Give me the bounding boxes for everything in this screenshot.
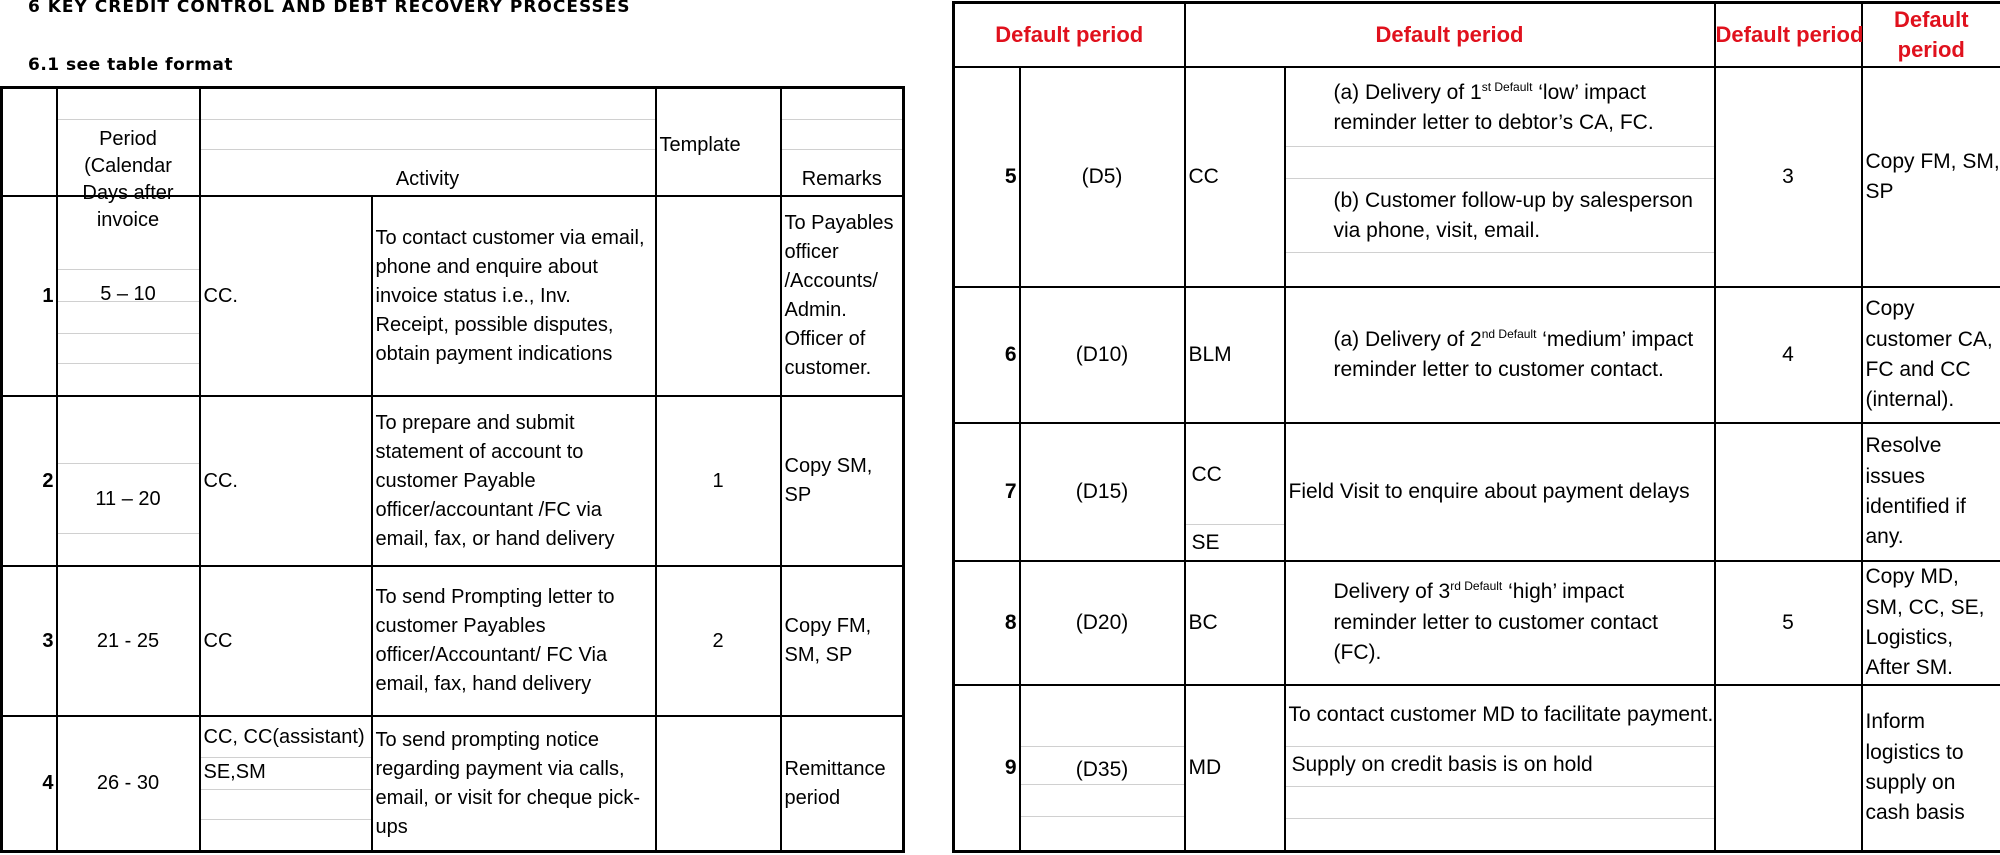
act-a-post: ‘medium’ impact reminder letter to customer contact. (1333, 327, 1694, 381)
table-row (2, 716, 904, 852)
row-role: BLM (1185, 287, 1285, 423)
row-activity-secondary: Supply on credit basis is on hold (1291, 753, 1593, 776)
row-activity: To send prompting notice regarding payment via calls, email, or visit for cheque pick-ups (372, 716, 656, 852)
header-default-period-3: Default period (1715, 3, 1862, 68)
row-code (1020, 685, 1185, 852)
row-template: 4 (1715, 287, 1862, 423)
row-activity-primary: To contact customer MD to facilitate payment. (1288, 703, 1714, 726)
row-period (57, 396, 200, 566)
row-role: BC (1185, 561, 1285, 685)
row-role: CC (1185, 67, 1285, 287)
row-remarks: Copy MD, SM, CC, SE, Logistics, After SM. (1862, 561, 2000, 685)
row-template: 2 (656, 566, 781, 716)
act-a-pre: (a) Delivery of 1 (1333, 81, 1482, 104)
row-number: 2 (2, 396, 57, 566)
act-a-post: ‘high’ impact reminder letter to customer contact (FC). (1333, 580, 1658, 665)
row-role: CC. (200, 196, 372, 396)
header-activity-label: Activity (395, 168, 460, 190)
row-remarks: Resolve issues identified if any. (1862, 423, 2000, 561)
header-remarks (781, 88, 904, 197)
row-template (1715, 685, 1862, 852)
row-number: 5 (954, 67, 1020, 287)
table-row (954, 561, 2000, 685)
process-table-left (0, 86, 905, 853)
header-default-period-1: Default period (954, 3, 1185, 68)
header-activity (200, 88, 656, 197)
row-number: 9 (954, 685, 1020, 852)
row-number: 3 (2, 566, 57, 716)
row-remarks: Copy customer CA, FC and CC (internal). (1862, 287, 2000, 423)
table-header-row (954, 3, 2000, 68)
table-header-row (2, 88, 904, 197)
row-code: (D15) (1020, 423, 1185, 561)
row-activity: To contact customer via email, phone and enquire about invoice status i.e., Inv. Receipt, possible disputes, obtain payment indications (372, 196, 656, 396)
header-period (57, 88, 200, 231)
row-activity (1285, 685, 1715, 852)
row-code: (D10) (1020, 287, 1185, 423)
row-remarks: Copy FM, SM, SP (781, 566, 904, 716)
row-remarks: To Payables officer /Accounts/ Admin. Officer of customer. (781, 196, 904, 396)
row-role: MD (1185, 685, 1285, 852)
row-remarks: Copy SM, SP (781, 396, 904, 566)
table-row (954, 423, 2000, 561)
row-activity: To prepare and submit statement of account to customer Payable officer/accountant /FC via email, fax, or hand delivery (372, 396, 656, 566)
row-activity (1285, 287, 1715, 423)
row-period: 21 - 25 (57, 566, 200, 716)
row-role-secondary: SE,SM (203, 761, 266, 783)
table-row (954, 287, 2000, 423)
act-a-pre: Delivery of 3 (1333, 580, 1451, 604)
row-code: (D5) (1020, 67, 1185, 287)
row-remarks: Remittance period (781, 716, 904, 852)
row-role (200, 716, 372, 852)
row-activity (1285, 67, 1715, 287)
process-table-right (952, 1, 2000, 853)
row-activity-b: (b) Customer follow-up by salesperson via phone, visit, email. (1333, 189, 1693, 243)
header-default-period-4: Default period (1862, 3, 2000, 68)
section-subheading: 6.1 see table format (28, 55, 233, 75)
row-template: 1 (656, 396, 781, 566)
row-template (656, 716, 781, 852)
row-role: CC (200, 566, 372, 716)
row-role-secondary: SE (1191, 531, 1220, 554)
header-remarks-label: Remarks (801, 168, 882, 190)
header-period-label: Period (Calendar Days after invoice (82, 128, 174, 231)
act-a-sup: rd Default (1450, 579, 1503, 594)
row-activity: Field Visit to enquire about payment delays (1285, 423, 1715, 561)
row-role-primary: CC (1191, 463, 1222, 486)
row-activity (1285, 561, 1715, 685)
row-template: 5 (1715, 561, 1862, 685)
row-number: 8 (954, 561, 1020, 685)
act-a-post: ‘low’ impact reminder letter to debtor’s CA, FC. (1333, 81, 1654, 135)
table-row (2, 566, 904, 716)
row-template: 3 (1715, 67, 1862, 287)
row-remarks: Copy FM, SM, SP (1862, 67, 2000, 287)
row-code: (D20) (1020, 561, 1185, 685)
row-role (1185, 423, 1285, 561)
header-template (656, 88, 781, 197)
act-a-sup: nd Default (1481, 326, 1537, 341)
row-number: 6 (954, 287, 1020, 423)
row-number: 7 (954, 423, 1020, 561)
row-code-text: (D35) (1075, 757, 1129, 781)
row-remarks: Inform logistics to supply on cash basis (1862, 685, 2000, 852)
row-activity-a (1286, 68, 1714, 144)
header-template-label: Template (659, 134, 741, 156)
row-template (656, 196, 781, 396)
table-row (954, 685, 2000, 852)
row-role-primary: CC, CC(assistant) (203, 726, 365, 748)
row-template (1715, 423, 1862, 561)
row-period-text: 11 – 20 (95, 487, 161, 510)
row-number: 1 (2, 196, 57, 396)
row-number: 4 (2, 716, 57, 852)
row-period: 26 - 30 (57, 716, 200, 852)
header-num (2, 88, 57, 197)
act-a-sup: st Default (1481, 80, 1533, 94)
row-period (57, 196, 200, 396)
row-role: CC. (200, 396, 372, 566)
act-a-pre: (a) Delivery of 2 (1333, 327, 1482, 351)
table-row (2, 196, 904, 396)
row-period-text: 5 – 10 (100, 282, 156, 305)
table-row (2, 396, 904, 566)
table-row (954, 67, 2000, 287)
header-default-period-2: Default period (1185, 3, 1715, 68)
row-activity: To send Prompting letter to customer Payables officer/Accountant/ FC Via email, fax, hand delivery (372, 566, 656, 716)
section-heading: 6 KEY CREDIT CONTROL AND DEBT RECOVERY PROCESSES (28, 0, 631, 17)
